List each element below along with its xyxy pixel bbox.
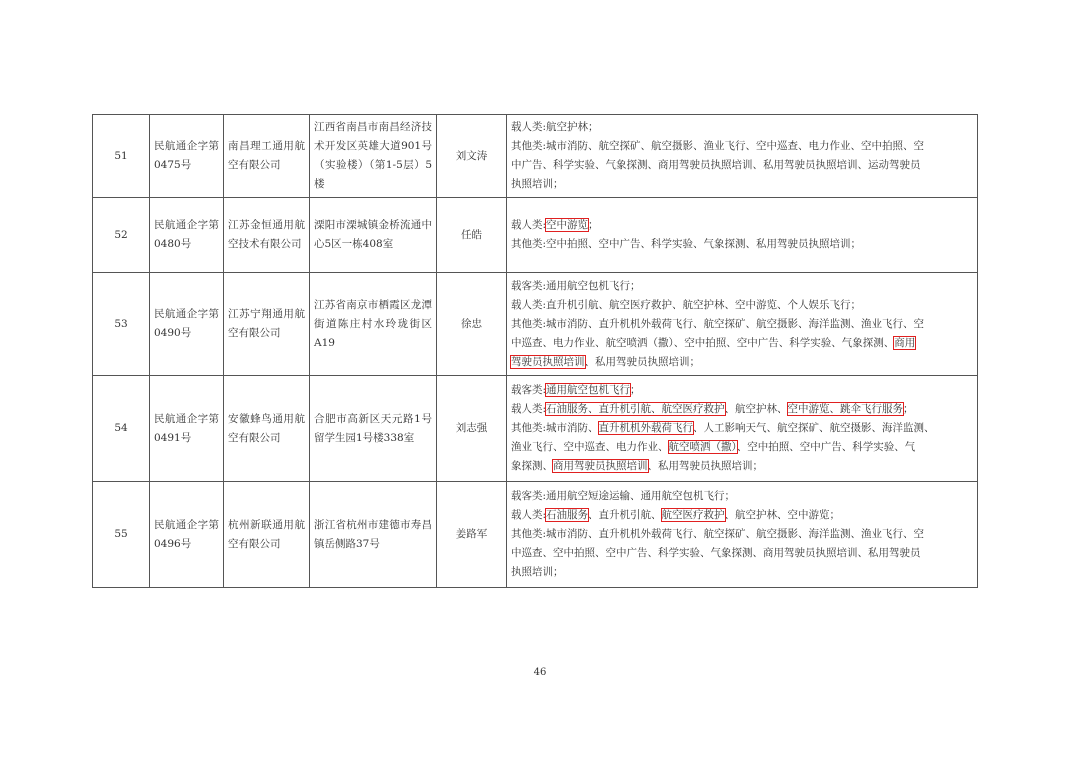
scope-text: 执照培训； <box>511 178 564 190</box>
scope-text: 、航空护林、 <box>724 403 788 415</box>
scope-line <box>511 563 973 582</box>
company-address: 江西省南昌市南昌经济技术开发区英雄大道901号（实验楼）（第1-5层）5楼 <box>310 115 437 198</box>
highlighted-scope-item: 驾驶员执照培训 <box>511 355 585 368</box>
scope-line <box>511 315 973 334</box>
certificate-number: 民航通企字第0480号 <box>150 198 224 273</box>
scope-line <box>511 438 973 457</box>
legal-representative: 刘文涛 <box>437 115 507 198</box>
scope-text: 载人类:直升机引航、航空医疗救护、航空护林、空中游览、个人娱乐飞行； <box>511 298 862 311</box>
legal-representative: 刘志强 <box>437 376 507 482</box>
highlighted-scope-item: 石油服务 <box>546 509 589 521</box>
company-address: 浙江省杭州市建德市寿昌镇岳侧路37号 <box>310 482 437 588</box>
scope-text: 载客类:通用航空短途运输、通用航空包机飞行； <box>511 490 736 502</box>
scope-line <box>511 544 973 563</box>
table-row <box>93 482 978 588</box>
highlighted-scope-item: 商用 <box>894 336 916 349</box>
company-name: 安徽蜂鸟通用航空有限公司 <box>224 376 310 482</box>
table-row <box>93 273 978 376</box>
highlighted-scope-item: 商用驾驶员执照培训 <box>553 460 648 472</box>
scope-text: 、空中拍照、空中广告、科学实验、气 <box>736 441 916 453</box>
business-scope <box>507 482 978 588</box>
row-number: 55 <box>93 482 150 588</box>
scope-line <box>511 457 973 476</box>
table-row <box>93 115 978 198</box>
scope-line <box>511 353 973 372</box>
table-row <box>93 376 978 482</box>
scope-line <box>511 296 973 315</box>
scope-text: 中巡查、电力作业、航空喷洒（撒）、空中拍照、空中广告、科学实验、气象探测、 <box>511 336 895 349</box>
scope-text: 、私用驾驶员执照培训； <box>647 460 763 472</box>
scope-line <box>511 156 973 175</box>
scope-line <box>511 400 973 419</box>
legal-representative: 徐忠 <box>437 273 507 376</box>
certificate-number: 民航通企字第0490号 <box>150 273 224 376</box>
company-name: 杭州新联通用航空有限公司 <box>224 482 310 588</box>
scope-text: 、私用驾驶员执照培训； <box>584 355 700 368</box>
scope-line <box>511 216 973 235</box>
highlighted-scope-item: 空中游览、跳伞飞行服务 <box>787 403 904 415</box>
scope-text: 载客类:通用航空包机飞行； <box>511 279 641 292</box>
certificate-number: 民航通企字第0491号 <box>150 376 224 482</box>
highlighted-scope-item: 直升机机外载荷飞行 <box>598 422 694 434</box>
company-address: 合肥市高新区天元路1号留学生园1号楼338室 <box>310 376 437 482</box>
scope-text: 其他类:空中拍照、空中广告、科学实验、气象探测、私用驾驶员执照培训； <box>511 238 862 250</box>
scope-text: 其他类:城市消防、直升机机外载荷飞行、航空探矿、航空摄影、海洋监测、渔业飞行、空 <box>511 528 925 540</box>
scope-text: 、航空护林、空中游览； <box>724 509 841 521</box>
company-name: 江苏金恒通用航空技术有限公司 <box>224 198 310 273</box>
scope-text: 其他类:城市消防、 <box>511 422 599 434</box>
row-number: 53 <box>93 273 150 376</box>
scope-text: 、人工影响天气、航空探矿、航空摄影、海洋监测、 <box>693 422 935 434</box>
scope-text: 、直升机引航、 <box>588 509 662 521</box>
business-scope <box>507 198 978 273</box>
row-number: 51 <box>93 115 150 198</box>
license-table-body <box>93 115 978 588</box>
scope-text: ； <box>903 403 914 415</box>
scope-line <box>511 419 973 438</box>
scope-text: 执照培训； <box>511 566 564 578</box>
highlighted-scope-item: 航空喷洒（撒） <box>668 441 737 453</box>
certificate-number: 民航通企字第0496号 <box>150 482 224 588</box>
company-name: 江苏宁翔通用航空有限公司 <box>224 273 310 376</box>
company-name: 南昌理工通用航空有限公司 <box>224 115 310 198</box>
company-address: 溧阳市溧城镇金桥流通中心5区一栋408室 <box>310 198 437 273</box>
row-number: 54 <box>93 376 150 482</box>
highlighted-scope-item: 石油服务、直升机引航、航空医疗救护 <box>546 403 725 415</box>
scope-text: ； <box>630 384 641 396</box>
business-scope <box>507 115 978 198</box>
scope-line <box>511 118 973 137</box>
scope-line <box>511 381 973 400</box>
scope-line <box>511 175 973 194</box>
page-number: 46 <box>533 667 547 678</box>
scope-text: 载客类: <box>511 384 547 396</box>
row-number: 52 <box>93 198 150 273</box>
scope-text: 象探测、 <box>511 460 553 472</box>
business-scope <box>507 376 978 482</box>
scope-text: 其他类:城市消防、直升机机外载荷飞行、航空探矿、航空摄影、海洋监测、渔业飞行、空 <box>511 317 925 330</box>
scope-line <box>511 334 973 353</box>
company-address: 江苏省南京市栖霞区龙潭街道陈庄村水玲珑街区A19 <box>310 273 437 376</box>
scope-line <box>511 277 973 296</box>
scope-line <box>511 235 973 254</box>
scope-text: 中广告、科学实验、气象探测、商用驾驶员执照培训、私用驾驶员执照培训、运动驾驶员 <box>511 159 921 171</box>
certificate-number: 民航通企字第0475号 <box>150 115 224 198</box>
scope-line <box>511 525 973 544</box>
table-row <box>93 198 978 273</box>
highlighted-scope-item: 空中游览 <box>546 219 589 231</box>
legal-representative: 任皓 <box>437 198 507 273</box>
scope-text: 载人类: <box>511 403 547 415</box>
business-scope <box>507 273 978 376</box>
legal-representative: 姜路军 <box>437 482 507 588</box>
scope-text: ； <box>588 219 599 231</box>
scope-text: 渔业飞行、空中巡查、电力作业、 <box>511 441 669 453</box>
scope-text: 中巡查、空中拍照、空中广告、科学实验、气象探测、商用驾驶员执照培训、私用驾驶员 <box>511 547 921 559</box>
highlighted-scope-item: 航空医疗救护 <box>661 509 725 521</box>
scope-line <box>511 487 973 506</box>
scope-text: 载人类: <box>511 509 547 521</box>
highlighted-scope-item: 通用航空包机飞行 <box>546 384 631 396</box>
scope-text: 载人类:航空护林； <box>511 121 599 133</box>
scope-line <box>511 506 973 525</box>
scope-text: 其他类:城市消防、航空探矿、航空摄影、渔业飞行、空中巡查、电力作业、空中拍照、空 <box>511 140 925 152</box>
scope-text: 载人类: <box>511 219 547 231</box>
license-table <box>92 114 978 588</box>
scope-line <box>511 137 973 156</box>
